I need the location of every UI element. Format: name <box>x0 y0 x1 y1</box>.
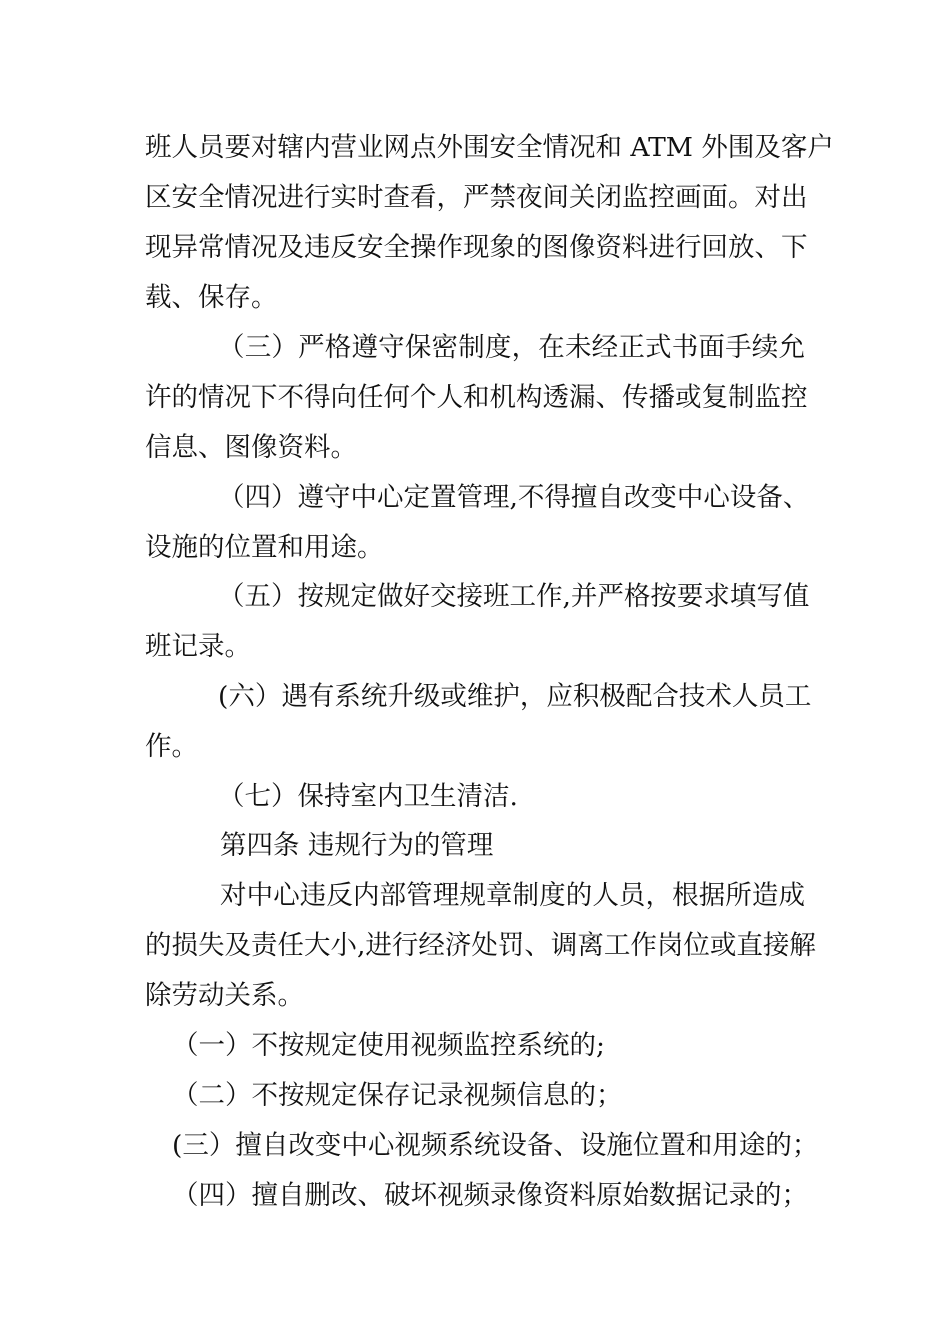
clause-4-line-2: 设施的位置和用途。 <box>145 532 384 563</box>
clause-3-line-2: 许的情况下不得向任何个人和机构透漏、传播或复制监控 <box>145 382 808 413</box>
paragraph-line-2: 区安全情况进行实时查看，严禁夜间关闭监控画面。对出 <box>145 182 808 213</box>
paragraph-line-3: 现异常情况及违反安全操作现象的图像资料进行回放、下 <box>145 232 808 263</box>
article-4-heading: 第四条 违规行为的管理 <box>220 830 494 861</box>
paragraph-line-4: 载、保存。 <box>145 282 278 313</box>
article-4-paragraph-line-3: 除劳动关系。 <box>145 980 304 1011</box>
clause-6-line-2: 作。 <box>145 731 198 762</box>
article-4-paragraph-line-2: 的损失及责任大小,进行经济处罚、调离工作岗位或直接解 <box>145 930 816 961</box>
clause-3-line-1: （三）严格遵守保密制度，在未经正式书面手续允 <box>218 332 805 363</box>
violation-item-2: （二）不按规定保存记录视频信息的； <box>172 1080 623 1111</box>
clause-5-line-2: 班记录。 <box>145 631 251 662</box>
paragraph-line-1: 班人员要对辖内营业网点外围安全情况和 ATM 外围及客户 <box>145 132 834 163</box>
clause-6-line-1: (六）遇有系统升级或维护，应积极配合技术人员工 <box>218 681 812 712</box>
clause-4-line-1: （四）遵守中心定置管理,不得擅自改变中心设备、 <box>218 482 810 513</box>
clause-3-line-3: 信息、图像资料。 <box>145 432 357 463</box>
violation-item-4: （四）擅自删改、破坏视频录像资料原始数据记录的； <box>172 1180 808 1211</box>
violation-item-3: (三）擅自改变中心视频系统设备、设施位置和用途的； <box>172 1130 819 1161</box>
clause-5-line-1: （五）按规定做好交接班工作,并严格按要求填写值 <box>218 581 810 612</box>
article-4-paragraph-line-1: 对中心违反内部管理规章制度的人员，根据所造成 <box>220 880 805 911</box>
violation-item-1: （一）不按规定使用视频监控系统的; <box>172 1030 605 1061</box>
clause-7-line: （七）保持室内卫生清洁. <box>218 781 518 812</box>
